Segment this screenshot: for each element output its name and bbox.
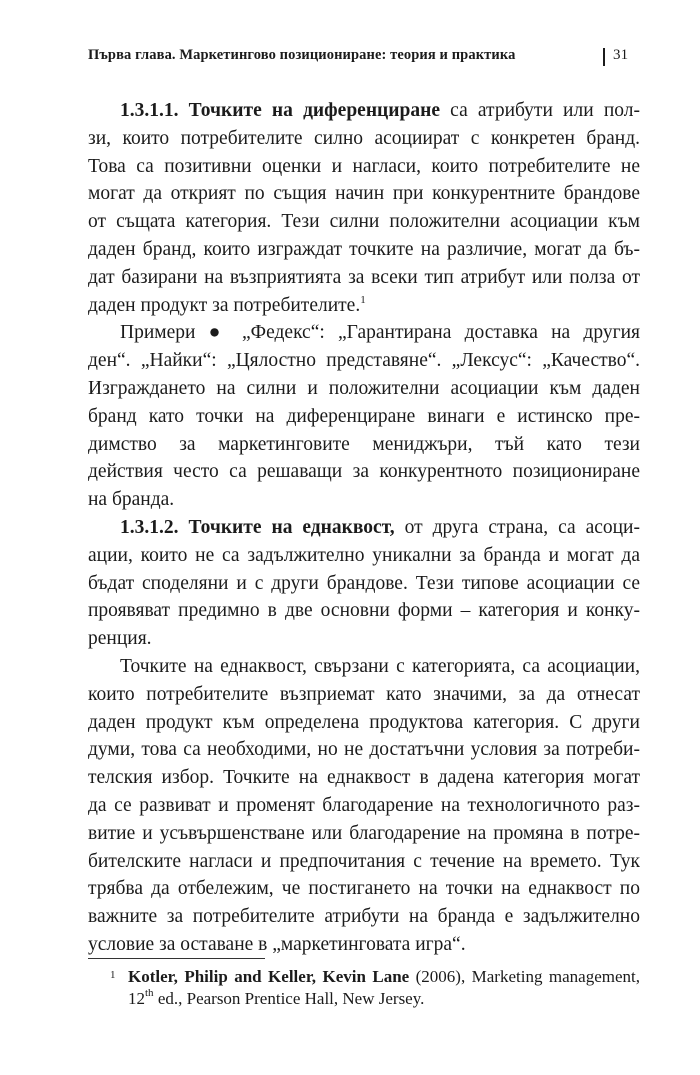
text-line: ден“. „Найки“: „Цялостно представяне“. „Лексус“: „Качество“. [88, 350, 640, 372]
main-text [88, 97, 640, 959]
footnote-reference: 1 [360, 293, 366, 306]
category-parity-paragraph [88, 653, 640, 959]
footnote [88, 966, 640, 1010]
text-line: ации, които не са задължително уникални за бранда и могат да [88, 544, 640, 566]
text-line: от същата категория. Тези силни положителни асоциации към [88, 211, 640, 233]
section-heading: 1.3.1.2. Точките на еднаквост, [120, 516, 395, 538]
text-line: бъдат споделяни и с други брандове. Тези типове асоциации се [88, 572, 640, 594]
edition-superscript: th [145, 987, 154, 999]
text-line: 1.3.1.2. Точките на еднаквост, от друга страна, са асоци- [120, 516, 640, 538]
footnote-line: Kotler, Philip and Keller, Kevin Lane (2006), Marketing management, [128, 967, 640, 986]
text-line: бителските нагласи и предпочитания с течение на времето. Тук [88, 850, 640, 872]
text-line: ренция. [88, 628, 152, 650]
text-line: на бранда. [88, 489, 175, 511]
section-points-of-parity [88, 514, 640, 653]
footnote-divider [88, 958, 265, 959]
text-line: дат базирани на възприятията за всеки тип атрибут или полза от [88, 266, 640, 288]
text-line: даден продукт за потребителите.$^1$ [88, 293, 366, 316]
text-line: димство за маркетинговите мениджъри, тъй като тези [88, 433, 640, 455]
footnote-text [88, 966, 640, 1010]
text-line: действия често са решаващи за конкурентното позициониране [88, 461, 640, 483]
text-line: бранд като точки на диференциране винаги е истинско пре- [88, 405, 640, 427]
header-divider [603, 48, 605, 66]
section-points-of-difference [88, 97, 640, 319]
examples-paragraph [88, 319, 640, 514]
text-line: Точките на еднаквост, свързани с категорията, са асоциации, [120, 655, 640, 677]
text-line: проявяват предимно в две основни форми – категория и конку- [88, 600, 640, 622]
footnote-line: 12th ed., Pearson Prentice Hall, New Jersey. [128, 987, 425, 1008]
chapter-title: Първа глава. Маркетингово позициониране: теория и практика [88, 47, 516, 63]
text-line: които потребителите възприемат като значими, за да отнесат [88, 683, 640, 705]
text-line: Изграждането на силни и положителни асоциации към даден [88, 377, 640, 399]
text-line: Това са позитивни оценки и нагласи, които потребителите не [88, 155, 640, 177]
text-line: трябва да отбележим, че постигането на точки на еднаквост по [88, 878, 640, 900]
page-number: 31 [613, 47, 629, 63]
text-line: зи, които потребителите силно асоциират с конкретен бранд. [88, 127, 640, 149]
text-line: думи, това са необходими, но не достатъчни условия за потреби- [88, 739, 640, 761]
text-line: даден продукт към определена продуктова категория. С други [88, 711, 640, 733]
footnote-mark: 1 [110, 969, 116, 981]
text-line: даден бранд, които изграждат точките на различие, могат да бъ- [88, 238, 640, 260]
text-line: витие и усъвършенстване или благодарение на промяна в потре- [88, 822, 640, 844]
text-line: 1.3.1.1. Точките на диференциране са атрибути или пол- [120, 100, 640, 121]
footnote-authors: Kotler, Philip and Keller, Kevin Lane [128, 967, 410, 986]
text-line: важните за потребителите атрибути на бранда е задължително [88, 906, 640, 928]
text-line: да се развиват и променят благодарение на технологичното раз- [88, 794, 640, 816]
section-heading: 1.3.1.1. Точките на диференциране [120, 100, 441, 121]
text-line: условие за оставане в „маркетинговата игра“. [88, 933, 466, 955]
text-line: Примери ● „Федекс“: „Гарантирана доставка на другия [120, 322, 640, 344]
text-line: телския избор. Точките на еднаквост в дадена категория могат [88, 767, 640, 789]
text-line: могат да открият по същия начин при конкурентните брандове [88, 183, 640, 205]
